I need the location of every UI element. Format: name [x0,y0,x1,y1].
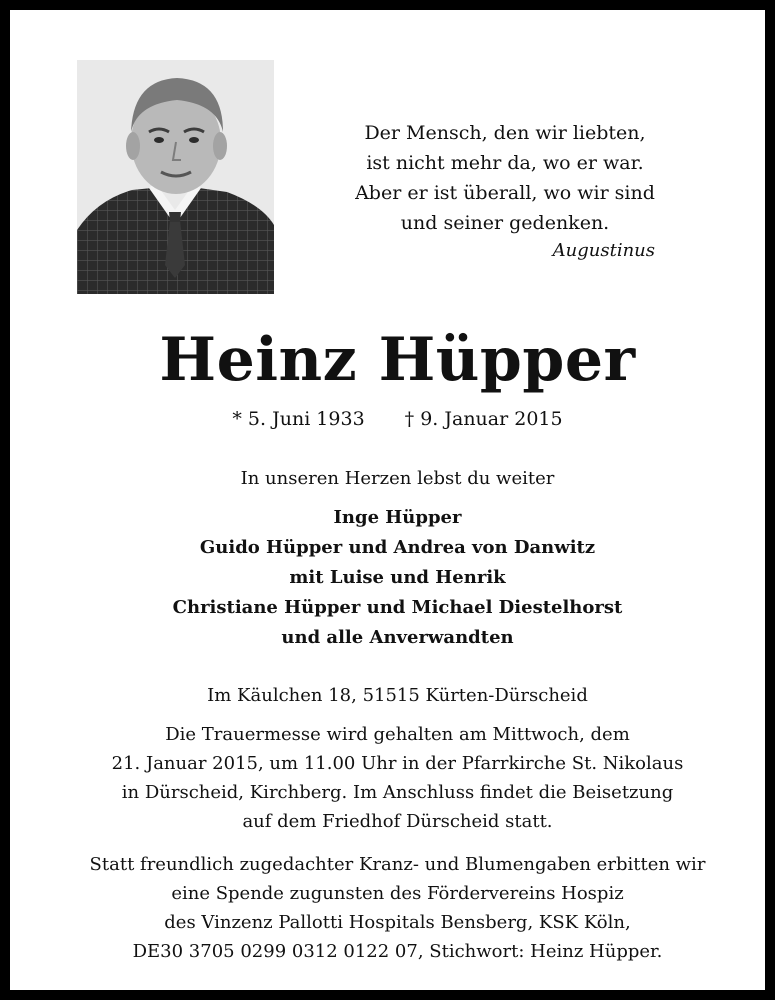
deceased-name: Heinz Hüpper [159,325,636,395]
service-info [10,720,775,836]
service-line: in Dürscheid, Kirchberg. Im Anschluss findet die Beisetzung [121,782,674,803]
donation-request [10,850,775,966]
quote-line: ist nicht mehr da, wo er war. [366,152,644,174]
service-line: auf dem Friedhof Dürscheid statt. [242,811,553,832]
address: Im Käulchen 18, 51515 Kürten-Dürscheid [207,685,588,706]
service-line: 21. Januar 2015, um 11.00 Uhr in der Pfarrkirche St. Nikolaus [111,753,684,774]
quote-block [340,118,670,238]
family-member: Guido Hüpper und Andrea von Danwitz [199,537,596,558]
family-list [10,503,775,653]
portrait-illustration [77,60,274,294]
donation-line: eine Spende zugunsten des Fördervereins Hospiz [171,883,624,904]
donation-line: DE30 3705 0299 0312 0122 07, Stichwort: Heinz Hüpper. [132,941,663,962]
mourning-intro: In unseren Herzen lebst du weiter [240,468,555,489]
family-member: Inge Hüpper [333,507,462,528]
quote-line: Aber er ist überall, wo wir sind [355,182,655,204]
quote-line: und seiner gedenken. [400,212,610,234]
family-member: mit Luise und Henrik [289,567,506,588]
birth-date: * 5. Juni 1933 [232,408,365,430]
portrait-photo [77,60,274,294]
donation-line: des Vinzenz Pallotti Hospitals Bensberg, KSK Köln, [164,912,631,933]
life-dates [10,406,775,432]
quote-author: Augustinus [552,240,655,261]
donation-line: Statt freundlich zugedachter Kranz- und Blumengaben erbitten wir [89,854,706,875]
service-line: Die Trauermesse wird gehalten am Mittwoch, dem [165,724,630,745]
death-date: † 9. Januar 2015 [404,408,563,430]
family-member: Christiane Hüpper und Michael Diestelhorst [172,597,623,618]
quote-line: Der Mensch, den wir liebten, [364,122,646,144]
family-member: und alle Anverwandten [281,627,514,648]
